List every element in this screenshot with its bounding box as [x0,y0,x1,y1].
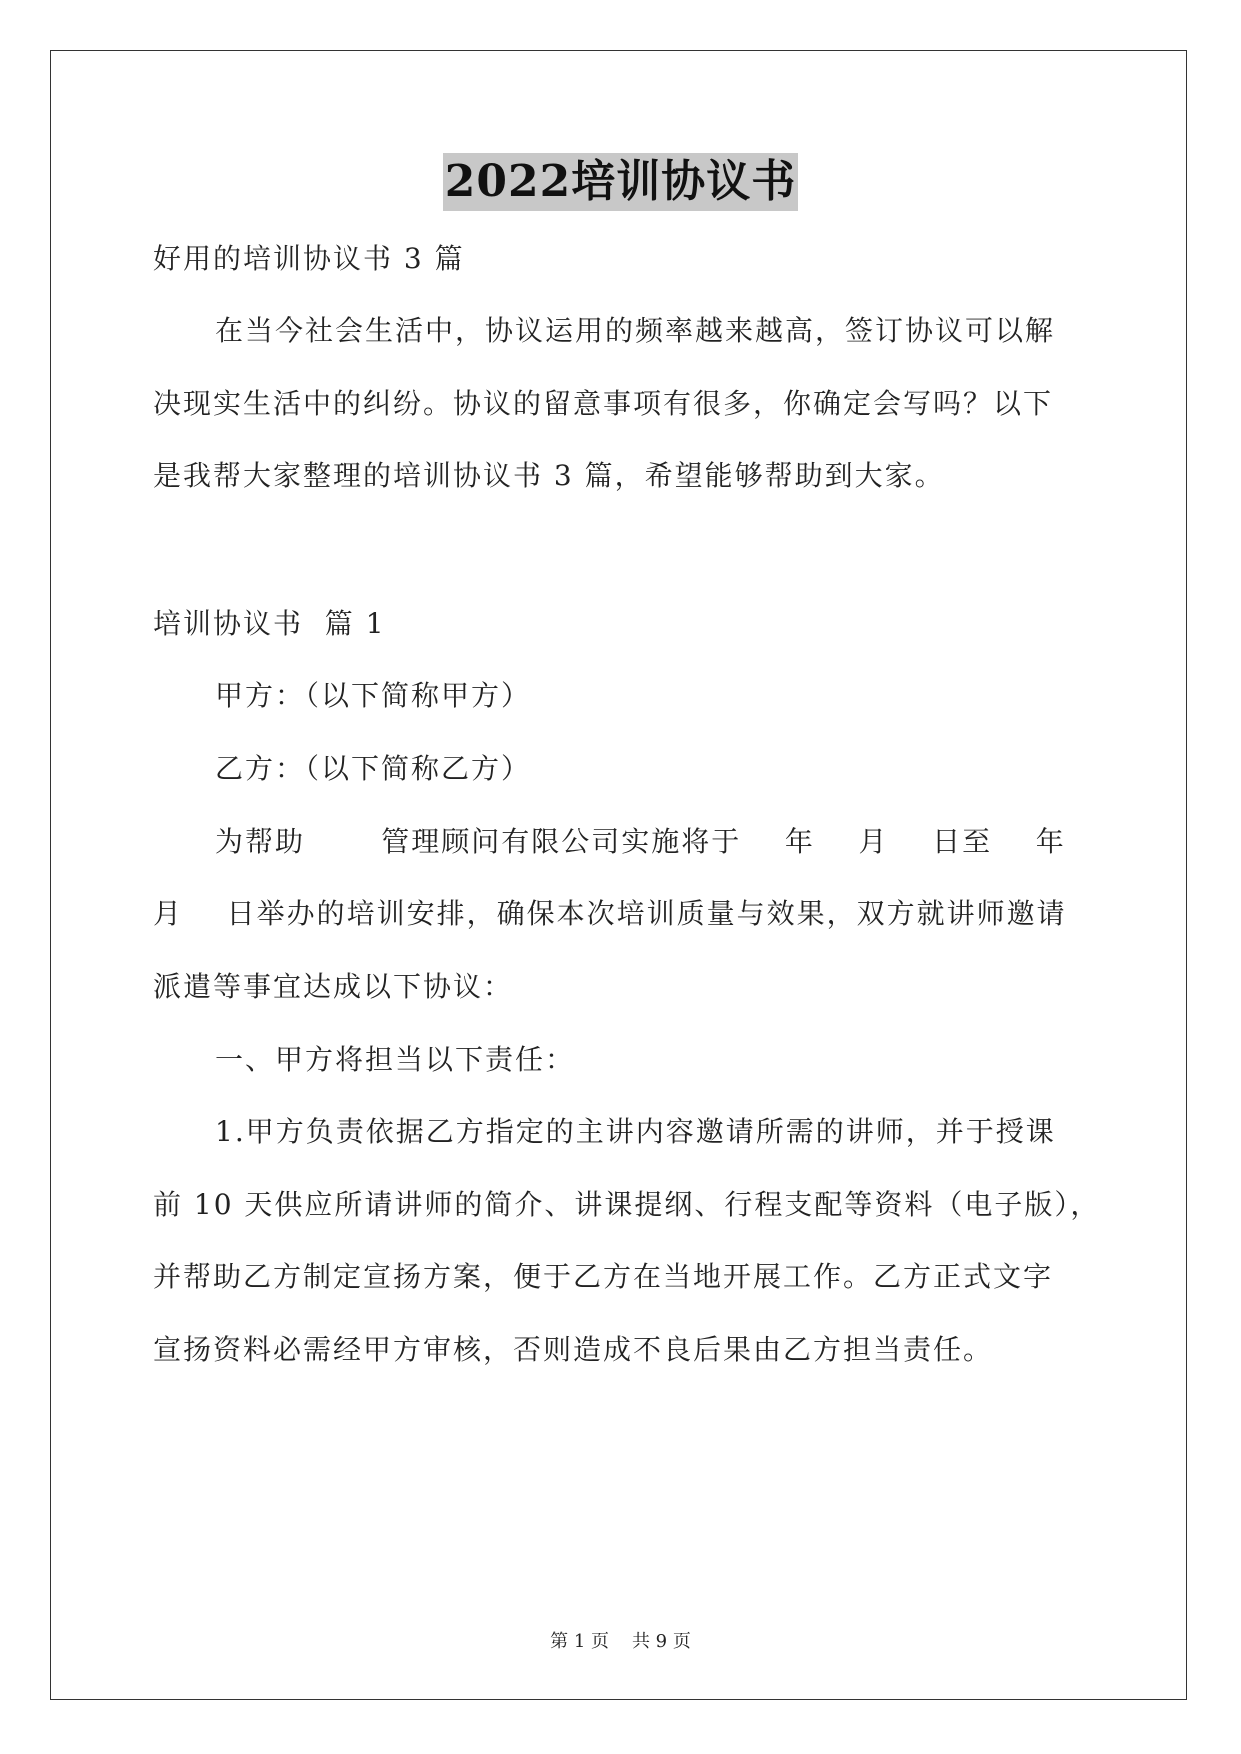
subtitle-line: 好用的培训协议书 3 篇 [153,242,465,275]
intro-line-3: 是我帮大家整理的培训协议书 3 篇，希望能够帮助到大家。 [153,459,945,492]
section-heading: 培训协议书 篇 1 [153,607,386,640]
intro-line-2: 决现实生活中的纠纷。协议的留意事项有很多，你确定会写吗？以下 [153,387,1054,420]
clause-heading: 一、甲方将担当以下责任： [215,1043,576,1076]
page-border [50,50,1187,1700]
paragraph-line-3: 派遣等事宜达成以下协议： [153,970,514,1003]
page-footer: 第 1 页 共 9 页 [550,1631,691,1652]
clause-line-3: 并帮助乙方制定宣扬方案，便于乙方在当地开展工作。乙方正式文字 [153,1260,1054,1293]
party-b-line: 乙方：（以下简称乙方） [215,752,532,785]
document-title: 2022培训协议书 [443,153,798,211]
paragraph-line-2: 月 日举办的培训安排，确保本次培训质量与效果，双方就讲师邀请 [153,897,1067,930]
clause-line-1: 1.甲方负责依据乙方指定的主讲内容邀请所需的讲师，并于授课 [215,1115,1056,1148]
paragraph-line-1: 为帮助 管理顾问有限公司实施将于 年 月 日至 年 [215,825,1066,858]
clause-line-4: 宣扬资料必需经甲方审核，否则造成不良后果由乙方担当责任。 [153,1333,994,1366]
title-container [0,153,1241,211]
clause-line-2: 前 10 天供应所请讲师的简介、讲课提纲、行程支配等资料（电子版）， [153,1188,1101,1221]
party-a-line: 甲方：（以下简称甲方） [215,679,532,712]
intro-line-1: 在当今社会生活中，协议运用的频率越来越高，签订协议可以解 [215,314,1056,347]
